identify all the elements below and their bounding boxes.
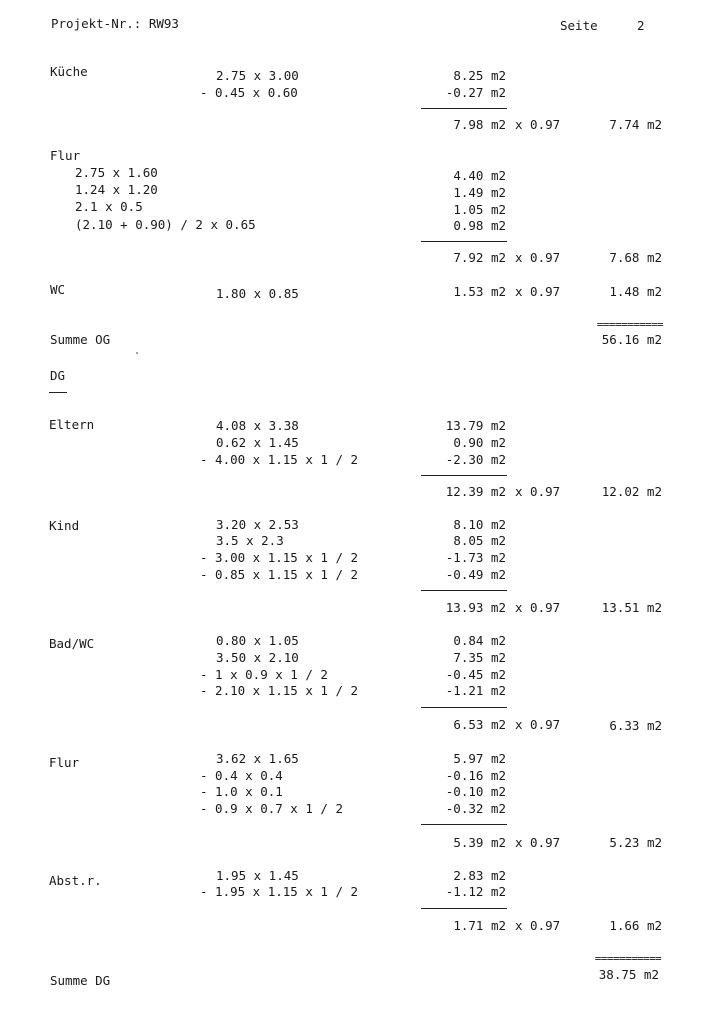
formula: 1.24 x 1.20 (75, 182, 158, 197)
room-label-flur: Flur (50, 148, 81, 163)
area-value: 8.25 m2 (453, 68, 506, 83)
room-total: 12.02 m2 (601, 484, 662, 499)
room-total: 1.66 m2 (609, 918, 662, 933)
sum-rule (421, 707, 507, 708)
sum-rule (421, 241, 507, 242)
area-value: 0.98 m2 (453, 218, 506, 233)
area-value: -2.30 m2 (445, 452, 506, 467)
summe-dg-label: Summe DG (50, 973, 111, 988)
factor: x 0.97 (515, 717, 561, 732)
subtotal: 7.92 m2 (453, 250, 506, 265)
formula: - 0.4 x 0.4 (200, 768, 283, 783)
formula: 3.20 x 2.53 (216, 517, 299, 532)
area-value: -1.21 m2 (445, 683, 506, 698)
factor: x 0.97 (515, 600, 561, 615)
double-rule: =========== (594, 952, 661, 965)
subtotal: 6.53 m2 (453, 717, 506, 732)
formula: 3.62 x 1.65 (216, 751, 299, 766)
area-value: 2.83 m2 (453, 868, 506, 883)
room-label-abstellraum: Abst.r. (49, 873, 102, 888)
area-value: 1.49 m2 (453, 185, 506, 200)
sum-rule (421, 108, 507, 109)
formula: 2.75 x 3.00 (216, 68, 299, 83)
formula: 0.62 x 1.45 (216, 435, 299, 450)
subtotal: 13.93 m2 (445, 600, 506, 615)
formula: 3.5 x 2.3 (216, 533, 284, 548)
room-label-eltern: Eltern (49, 417, 95, 432)
formula: 4.08 x 3.38 (216, 418, 299, 433)
room-total: 6.33 m2 (609, 718, 662, 733)
room-total: 7.74 m2 (609, 117, 662, 132)
scan-speck (136, 352, 138, 354)
double-rule: =========== (596, 318, 663, 331)
area-value: 7.35 m2 (453, 650, 506, 665)
formula: - 0.85 x 1.15 x 1 / 2 (200, 567, 359, 582)
formula: - 1 x 0.9 x 1 / 2 (200, 667, 328, 682)
formula: - 0.9 x 0.7 x 1 / 2 (200, 801, 343, 816)
area-value: -0.10 m2 (445, 784, 506, 799)
area-value: -0.45 m2 (445, 667, 506, 682)
area-value: 4.40 m2 (453, 168, 506, 183)
area-value: -0.32 m2 (445, 801, 506, 816)
factor: x 0.97 (515, 484, 561, 499)
room-total: 5.23 m2 (609, 835, 662, 850)
sum-rule (421, 824, 507, 825)
formula: - 0.45 x 0.60 (200, 85, 298, 100)
area-value: -0.16 m2 (445, 768, 506, 783)
project-number: Projekt-Nr.: RW93 (51, 16, 179, 31)
room-label-flur-dg: Flur (49, 755, 80, 770)
room-total: 7.68 m2 (609, 250, 662, 265)
sum-rule (421, 590, 507, 591)
room-label-wc: WC (50, 282, 66, 297)
formula: 2.75 x 1.60 (75, 165, 158, 180)
formula: 3.50 x 2.10 (216, 650, 299, 665)
factor: x 0.97 (515, 835, 561, 850)
formula: - 4.00 x 1.15 x 1 / 2 (200, 452, 359, 467)
area-value: 0.84 m2 (453, 633, 506, 648)
formula: 0.80 x 1.05 (216, 633, 299, 648)
subtotal: 12.39 m2 (445, 484, 506, 499)
area-value: 13.79 m2 (445, 418, 506, 433)
sum-rule (421, 908, 507, 909)
formula: 1.95 x 1.45 (216, 868, 299, 883)
area-value: 1.05 m2 (453, 202, 506, 217)
factor: x 0.97 (515, 250, 561, 265)
room-label-kind: Kind (49, 518, 80, 533)
factor: x 0.97 (515, 284, 561, 299)
area-value: 5.97 m2 (453, 751, 506, 766)
sum-rule (421, 475, 507, 476)
factor: x 0.97 (515, 117, 561, 132)
subtotal: 7.98 m2 (453, 117, 506, 132)
formula: 2.1 x 0.5 (75, 199, 143, 214)
area-value: -0.49 m2 (445, 567, 506, 582)
summe-og-value: 56.16 m2 (601, 332, 662, 347)
section-heading-dg: DG (50, 368, 66, 383)
page-number: 2 (637, 18, 645, 33)
factor: x 0.97 (515, 918, 561, 933)
summe-og-label: Summe OG (50, 332, 111, 347)
area-value: -1.12 m2 (445, 884, 506, 899)
page-label: Seite (560, 18, 598, 33)
summe-dg-value: 38.75 m2 (598, 967, 659, 982)
formula: - 1.95 x 1.15 x 1 / 2 (200, 884, 359, 899)
subtotal: 5.39 m2 (453, 835, 506, 850)
area-value: -0.27 m2 (445, 85, 506, 100)
room-total: 13.51 m2 (601, 600, 662, 615)
heading-underline (49, 392, 67, 393)
area-value: 8.05 m2 (453, 533, 506, 548)
formula: - 3.00 x 1.15 x 1 / 2 (200, 550, 359, 565)
formula: 1.80 x 0.85 (216, 286, 299, 301)
room-total: 1.48 m2 (609, 284, 662, 299)
formula: - 2.10 x 1.15 x 1 / 2 (200, 683, 359, 698)
formula: - 1.0 x 0.1 (200, 784, 283, 799)
room-label-kueche: Küche (50, 64, 88, 79)
subtotal: 1.53 m2 (453, 284, 506, 299)
area-value: -1.73 m2 (445, 550, 506, 565)
room-label-bad-wc: Bad/WC (49, 636, 95, 651)
area-value: 8.10 m2 (453, 517, 506, 532)
formula: (2.10 + 0.90) / 2 x 0.65 (75, 217, 256, 232)
subtotal: 1.71 m2 (453, 918, 506, 933)
area-value: 0.90 m2 (453, 435, 506, 450)
